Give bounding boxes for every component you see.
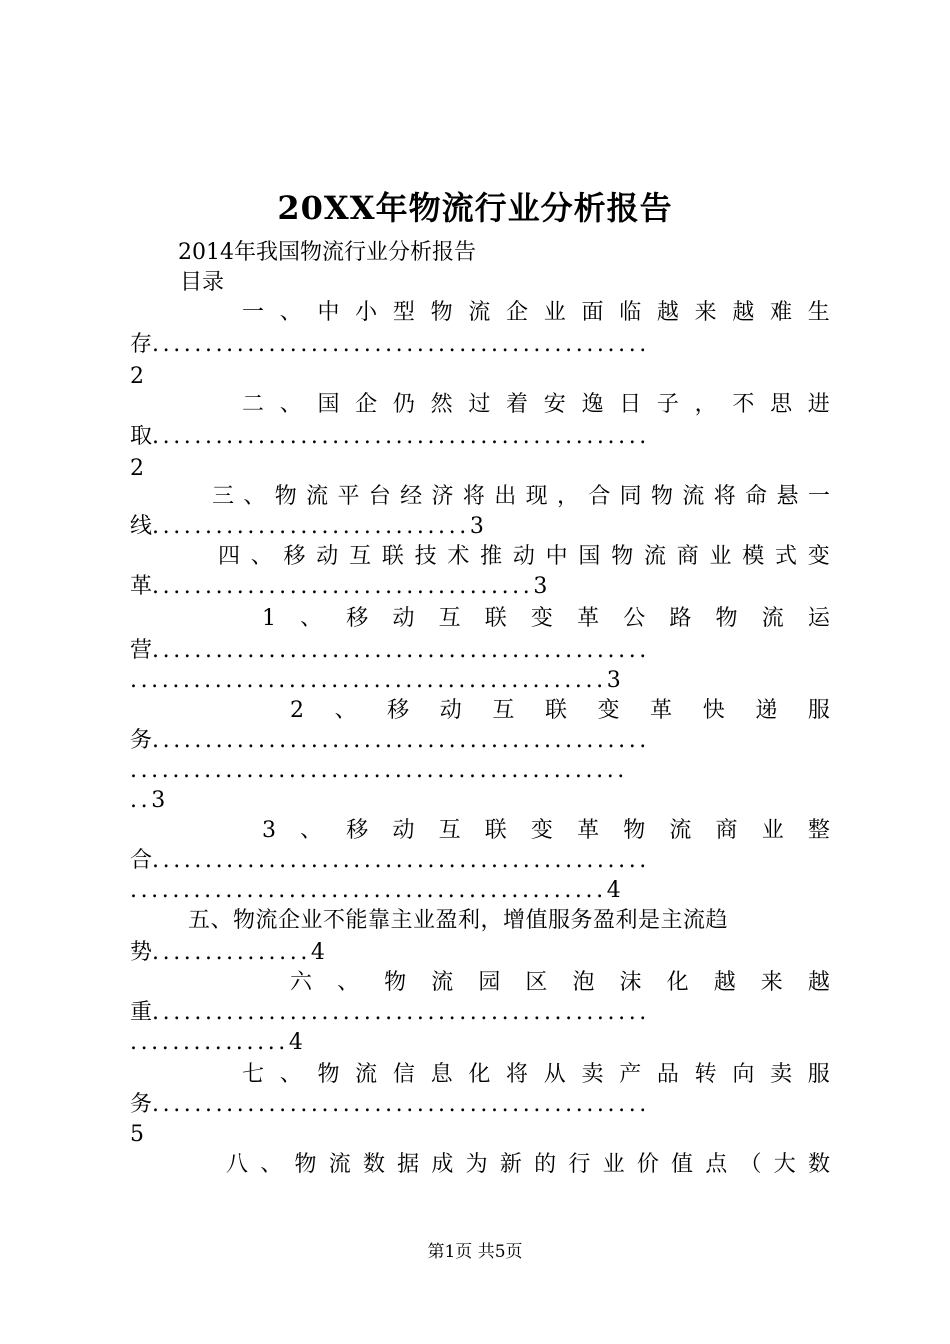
toc-entry-page: 4 <box>310 940 325 965</box>
toc-entry-tail: 务 <box>130 1092 153 1117</box>
toc-leader-dots: ............................................... <box>152 332 650 357</box>
toc-entry-text: 七 、 物 流 信 息 化 将 从 卖 产 品 转 向 卖 服 <box>242 1062 830 1087</box>
toc-leader-dots: ............................................... <box>152 848 650 873</box>
toc-entry-page: 3 <box>533 574 548 599</box>
toc-entry-page: 2 <box>130 456 144 481</box>
toc-entry-leader-continued <box>130 666 830 696</box>
toc-leader-dots: ............................................... <box>152 1092 650 1117</box>
toc-entry-text: 五、物流企业不能靠主业盈利，增值服务盈利是主流趋 <box>188 908 729 933</box>
toc-entry-leader <box>130 422 830 452</box>
toc-entry-tail: 重 <box>130 1000 153 1025</box>
toc-leader-dots: .. <box>130 788 152 813</box>
toc-entry-leader-continued <box>130 786 830 816</box>
toc-entry-tail: 势 <box>130 940 153 965</box>
toc-heading: 目录 <box>180 270 225 295</box>
toc-leader-dots: .................................... <box>152 574 534 599</box>
toc-entry-text: 二 、 国 企 仍 然 过 着 安 逸 日 子 ， 不 思 进 <box>242 392 830 417</box>
toc-entry-text: 八 、 物 流 数 据 成 为 新 的 行 业 价 值 点 （ 大 数 <box>226 1152 830 1177</box>
toc-leader-dots: ............................................... <box>152 424 650 449</box>
toc-entry-text: 三 、 物 流 平 台 经 济 将 出 现 ， 合 同 物 流 将 命 悬 一 <box>212 484 830 509</box>
toc-leader-dots: .............................. <box>152 514 470 539</box>
toc-entry-text: 3 、 移 动 互 联 变 革 物 流 商 业 整 <box>262 818 830 843</box>
toc-entry-tail: 合 <box>130 848 153 873</box>
toc-leader-dots: ............................................. <box>130 878 607 903</box>
page-footer: 第1页 共5页 <box>427 1242 523 1262</box>
toc-entry-tail: 营 <box>130 638 153 663</box>
toc-entry-leader <box>130 636 830 666</box>
document-title: 20XX年物流行业分析报告 <box>277 189 673 227</box>
toc-entry-leader <box>130 998 830 1028</box>
toc-leader-dots: ............................................. <box>130 668 607 693</box>
toc-entry-tail: 取 <box>130 424 153 449</box>
toc-entry-leader <box>130 572 830 602</box>
toc-entry-text: 四 、 移 动 互 联 技 术 推 动 中 国 物 流 商 业 模 式 变 <box>218 544 830 569</box>
toc-leader-dots: ............... <box>152 940 311 965</box>
toc-entry-leader <box>130 726 830 756</box>
toc-leader-dots: ............................................... <box>152 638 650 663</box>
toc-entry-text: 2 、 移 动 互 联 变 革 快 递 服 <box>290 698 830 723</box>
toc-entry-page: 5 <box>130 1122 144 1147</box>
report-subtitle: 2014年我国物流行业分析报告 <box>178 240 476 265</box>
toc-leader-dots: ............................................... <box>130 758 628 783</box>
toc-entry-page: 3 <box>469 514 484 539</box>
toc-entry-page: 4 <box>288 1030 303 1055</box>
toc-entry-leader-continued <box>130 1028 830 1058</box>
toc-leader-dots: ............................................... <box>152 1000 650 1025</box>
toc-entry-page: 2 <box>130 364 144 389</box>
toc-entry-leader <box>130 846 830 876</box>
toc-entry-leader <box>130 938 830 968</box>
toc-entry-page: 4 <box>606 878 621 903</box>
toc-entry-page: 3 <box>151 788 166 813</box>
toc-entry-leader <box>130 1090 830 1120</box>
toc-entry-text: 1 、 移 动 互 联 变 革 公 路 物 流 运 <box>262 606 830 631</box>
toc-entry-tail: 线 <box>130 514 153 539</box>
toc-entry-leader <box>130 330 830 360</box>
toc-leader-dots: ............................................... <box>152 728 650 753</box>
toc-entry-tail: 务 <box>130 728 153 753</box>
toc-entry-tail: 存 <box>130 332 153 357</box>
toc-entry-leader <box>130 512 830 542</box>
toc-entry-text: 六 、 物 流 园 区 泡 沫 化 越 来 越 <box>290 970 830 995</box>
toc-entry-page: 3 <box>606 668 621 693</box>
toc-entry-leader-continued <box>130 756 830 786</box>
toc-leader-dots: ............... <box>130 1030 289 1055</box>
toc-entry-leader-continued <box>130 876 830 906</box>
toc-entry-tail: 革 <box>130 574 153 599</box>
toc-entry-text: 一 、 中 小 型 物 流 企 业 面 临 越 来 越 难 生 <box>242 300 830 325</box>
